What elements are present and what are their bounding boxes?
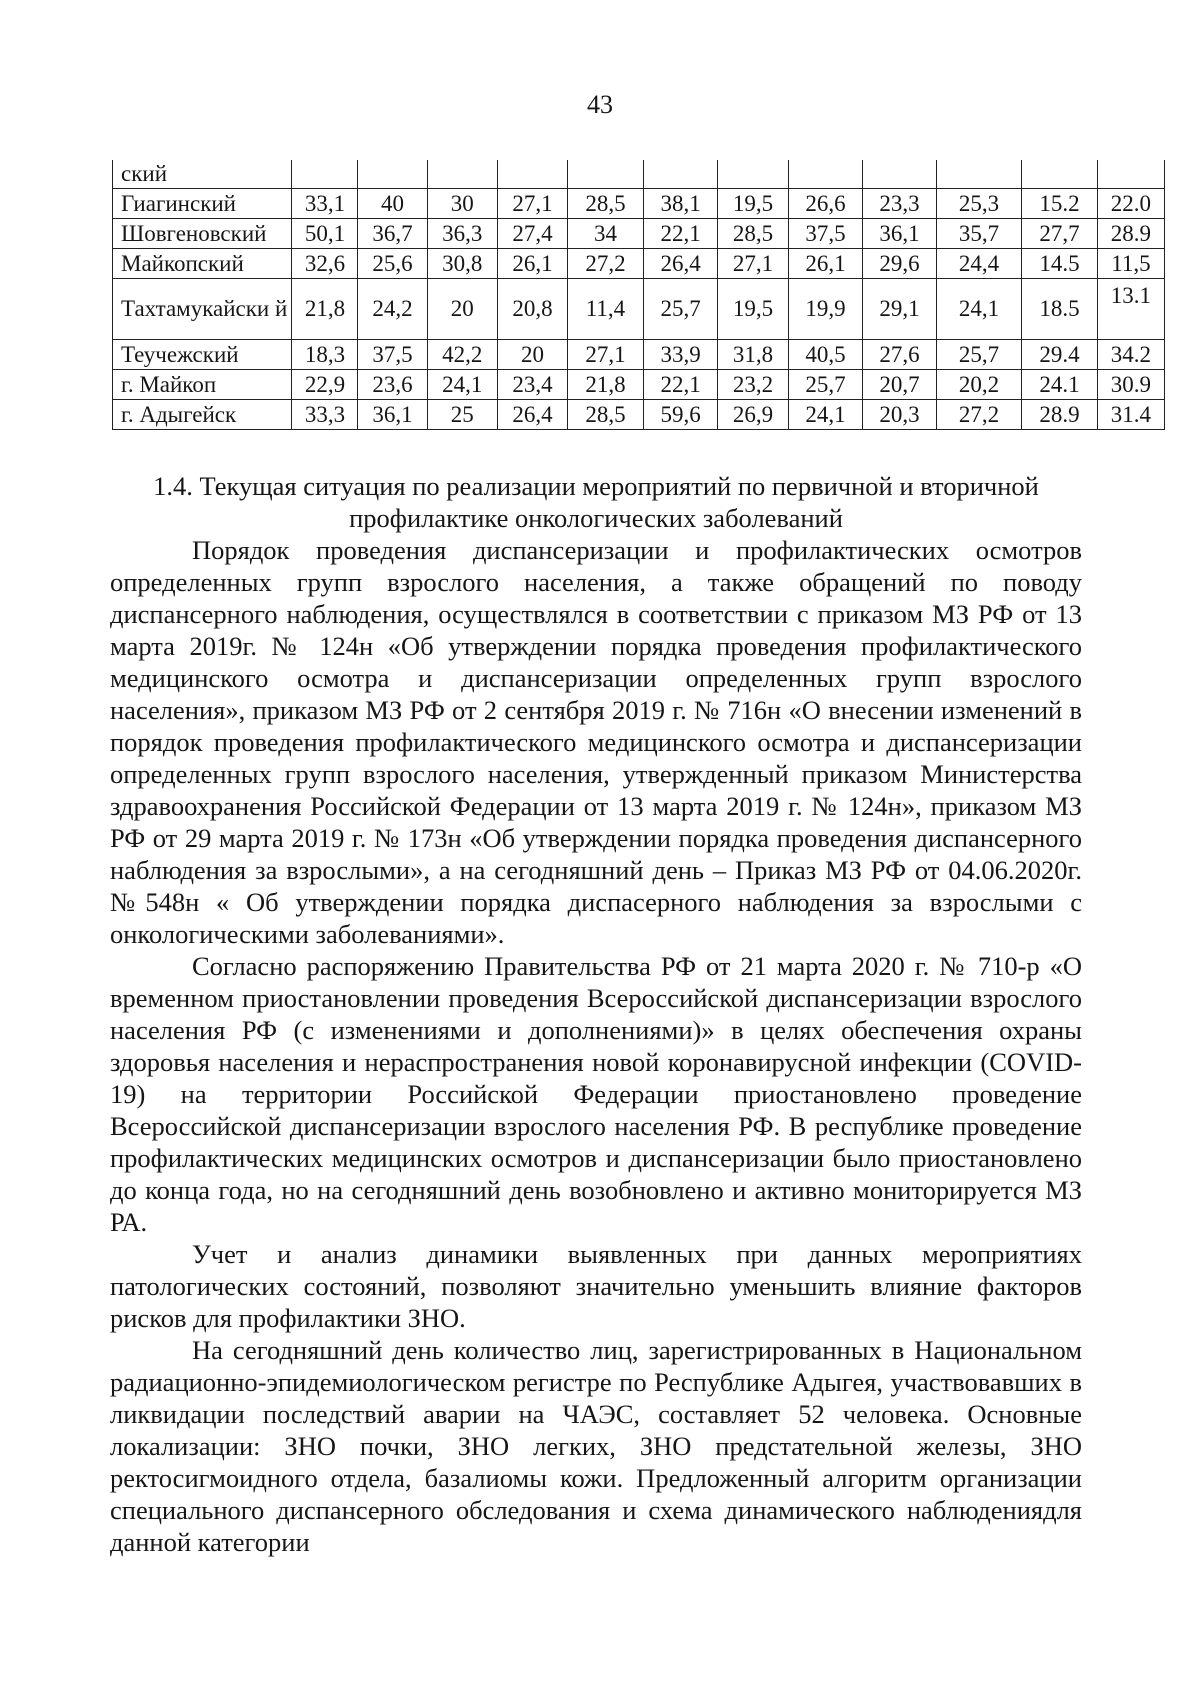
table-cell: 20,7 bbox=[863, 370, 937, 400]
table-cell: 36,1 bbox=[358, 400, 427, 430]
district-name: Майкопский bbox=[113, 249, 292, 279]
table-cell bbox=[568, 160, 644, 189]
table-cell: 13.1 bbox=[1097, 279, 1164, 340]
table-cell: 26,4 bbox=[643, 249, 718, 279]
table-row bbox=[113, 340, 1165, 370]
district-name: Тахтамукайски й bbox=[113, 279, 292, 340]
table-cell bbox=[788, 160, 863, 189]
table-cell: 27,2 bbox=[936, 400, 1021, 430]
table-cell: 28,5 bbox=[718, 219, 788, 249]
table-cell: 24.1 bbox=[1022, 370, 1098, 400]
table-cell bbox=[936, 160, 1021, 189]
page-number: 43 bbox=[587, 90, 613, 119]
table-cell: 29,1 bbox=[863, 279, 937, 340]
table-cell: 40 bbox=[358, 189, 427, 219]
table-cell: 24,4 bbox=[936, 249, 1021, 279]
table-cell: 27,7 bbox=[1022, 219, 1098, 249]
table-row bbox=[113, 219, 1165, 249]
table-cell: 29,6 bbox=[863, 249, 937, 279]
table-cell: 28.9 bbox=[1097, 219, 1164, 249]
table-cell: 37,5 bbox=[788, 219, 863, 249]
table-cell: 20 bbox=[427, 279, 497, 340]
district-name: г. Майкоп bbox=[113, 370, 292, 400]
paragraph-chernobyl-registry: На сегодняшний день количество лиц, зарегистрированных в Национальном радиационно-эпидемиологическом регистре по Республике Адыгея, участвовавших в ликвидации последствий аварии на ЧАЭС, составляет 52 человека. Основные локализации: ЗНО почки, ЗНО легких, ЗНО предстательной железы, ЗНО ректосигмоидного отдела, базалиомы кожи. Предложенный алгоритм организации специального диспансерного обследования и схема динамического наблюдениядля данной категории bbox=[110, 1335, 1082, 1557]
district-name: Теучежский bbox=[113, 340, 292, 370]
table-cell: 25,6 bbox=[358, 249, 427, 279]
table-cell: 31,8 bbox=[718, 340, 788, 370]
table-cell: 34 bbox=[568, 219, 644, 249]
section-heading bbox=[110, 470, 1082, 534]
table-cell: 31.4 bbox=[1097, 400, 1164, 430]
district-name: ский bbox=[113, 160, 292, 189]
section-1-4 bbox=[110, 470, 1082, 1558]
district-name: г. Адыгейск bbox=[113, 400, 292, 430]
table-cell: 35,7 bbox=[936, 219, 1021, 249]
table-cell: 42,2 bbox=[427, 340, 497, 370]
table-cell: 23,2 bbox=[718, 370, 788, 400]
table-cell: 23,3 bbox=[863, 189, 937, 219]
table-cell: 32,6 bbox=[292, 249, 358, 279]
table-cell: 20,8 bbox=[497, 279, 567, 340]
table-cell: 22,9 bbox=[292, 370, 358, 400]
table-cell: 29.4 bbox=[1022, 340, 1098, 370]
section-heading-line-2: профилактике онкологических заболеваний bbox=[349, 503, 843, 533]
table-cell: 24,1 bbox=[788, 400, 863, 430]
table-cell: 22,1 bbox=[643, 219, 718, 249]
district-name: Гиагинский bbox=[113, 189, 292, 219]
table-cell: 22,1 bbox=[643, 370, 718, 400]
table-cell: 11,5 bbox=[1097, 249, 1164, 279]
table-cell: 14.5 bbox=[1022, 249, 1098, 279]
table-cell: 24,1 bbox=[936, 279, 1021, 340]
table-cell bbox=[863, 160, 937, 189]
table-cell: 36,1 bbox=[863, 219, 937, 249]
table-cell: 33,9 bbox=[643, 340, 718, 370]
table-cell bbox=[718, 160, 788, 189]
table-cell: 36,7 bbox=[358, 219, 427, 249]
paragraph-risk-analysis: Учет и анализ динамики выявленных при данных мероприятиях патологических состояний, позволяют значительно уменьшить влияние факторов рисков для профилактики ЗНО. bbox=[110, 1239, 1082, 1333]
table-cell: 34.2 bbox=[1097, 340, 1164, 370]
table-cell: 24,1 bbox=[427, 370, 497, 400]
table-cell: 19,5 bbox=[718, 189, 788, 219]
table-cell bbox=[1022, 160, 1098, 189]
table-cell: 11,4 bbox=[568, 279, 644, 340]
paragraph-covid-suspension: Согласно распоряжению Правительства РФ от 21 марта 2020 г. № 710-р «О временном приостановлении проведения Всероссийской диспансеризации взрослого населения РФ (с изменениями и дополнениями)» в целях обеспечения охраны здоровья населения и нераспространения новой коронавирусной инфекции (COVID-19) на территории Российской Федерации приостановлено проведение Всероссийской диспансеризации взрослого населения РФ. В республике проведение профилактических медицинских осмотров и диспансеризации было приостановлено до конца года, но на сегодняшний день возобновлено и активно мониторируется МЗ РА. bbox=[110, 951, 1082, 1237]
table-cell bbox=[292, 160, 358, 189]
table-cell: 28,5 bbox=[568, 189, 644, 219]
table-cell: 21,8 bbox=[568, 370, 644, 400]
table-cell bbox=[497, 160, 567, 189]
table-row bbox=[113, 249, 1165, 279]
table-cell: 20,2 bbox=[936, 370, 1021, 400]
table-cell: 26,1 bbox=[788, 249, 863, 279]
table-row bbox=[113, 279, 1165, 340]
table-cell: 26,6 bbox=[788, 189, 863, 219]
table-cell: 15.2 bbox=[1022, 189, 1098, 219]
table-cell: 23,4 bbox=[497, 370, 567, 400]
table-cell: 19,9 bbox=[788, 279, 863, 340]
table-cell: 30 bbox=[427, 189, 497, 219]
table-cell: 33,3 bbox=[292, 400, 358, 430]
table-cell: 27,6 bbox=[863, 340, 937, 370]
table-cell: 25,7 bbox=[643, 279, 718, 340]
table-cell: 27,1 bbox=[497, 189, 567, 219]
table-cell: 27,1 bbox=[568, 340, 644, 370]
table-cell: 18.5 bbox=[1022, 279, 1098, 340]
table-cell: 19,5 bbox=[718, 279, 788, 340]
table-row bbox=[113, 160, 1165, 189]
paragraph-dispensary-order: Порядок проведения диспансеризации и профилактических осмотров определенных групп взрослого населения, а также обращений по поводу диспансерного наблюдения, осуществлялся в соответствии с приказом МЗ РФ от 13 марта 2019г. № 124н «Об утверждении порядка проведения профилактического медицинского осмотра и диспансеризации определенных групп взрослого населения», приказом МЗ РФ от 2 сентября 2019 г. № 716н «О внесении изменений в порядок проведения профилактического медицинского осмотра и диспансеризации определенных групп взрослого населения, утвержденный приказом Министерства здравоохранения Российской Федерации от 13 марта 2019 г. № 124н», приказом МЗ РФ от 29 марта 2019 г. № 173н «Об утверждении порядка проведения диспансерного наблюдения за взрослыми», а на сегодняшний день – Приказ МЗ РФ от 04.06.2020г. №548н « Об утверждении порядка диспасерного наблюдения за взрослыми с онкологическими заболеваниями». bbox=[110, 535, 1082, 949]
table-cell: 28,5 bbox=[568, 400, 644, 430]
table-cell: 33,1 bbox=[292, 189, 358, 219]
table-cell: 27,1 bbox=[718, 249, 788, 279]
table-cell: 25,7 bbox=[788, 370, 863, 400]
table-cell: 37,5 bbox=[358, 340, 427, 370]
table-cell: 20,3 bbox=[863, 400, 937, 430]
table-cell: 24,2 bbox=[358, 279, 427, 340]
table-cell bbox=[643, 160, 718, 189]
table-cell: 25,3 bbox=[936, 189, 1021, 219]
table-cell: 26,4 bbox=[497, 400, 567, 430]
table-cell: 38,1 bbox=[643, 189, 718, 219]
table-cell: 50,1 bbox=[292, 219, 358, 249]
district-name: Шовгеновский bbox=[113, 219, 292, 249]
table-cell bbox=[427, 160, 497, 189]
table-cell: 25 bbox=[427, 400, 497, 430]
table-row bbox=[113, 400, 1165, 430]
table-cell: 27,4 bbox=[497, 219, 567, 249]
table-cell: 28.9 bbox=[1022, 400, 1098, 430]
table-row bbox=[113, 189, 1165, 219]
table-cell: 26,9 bbox=[718, 400, 788, 430]
table-cell: 20 bbox=[497, 340, 567, 370]
table-cell: 36,3 bbox=[427, 219, 497, 249]
table-cell: 26,1 bbox=[497, 249, 567, 279]
section-heading-line-1: 1.4. Текущая ситуация по реализации мероприятий по первичной и вторичной bbox=[153, 471, 1039, 501]
table-cell bbox=[1097, 160, 1164, 189]
table-cell: 25,7 bbox=[936, 340, 1021, 370]
table-cell: 59,6 bbox=[643, 400, 718, 430]
table-cell: 40,5 bbox=[788, 340, 863, 370]
table-cell: 27,2 bbox=[568, 249, 644, 279]
table-cell: 30.9 bbox=[1097, 370, 1164, 400]
district-statistics-table bbox=[112, 160, 1165, 430]
table-row bbox=[113, 370, 1165, 400]
table-cell: 18,3 bbox=[292, 340, 358, 370]
table-cell: 21,8 bbox=[292, 279, 358, 340]
table-cell: 30,8 bbox=[427, 249, 497, 279]
table-cell bbox=[358, 160, 427, 189]
table-cell: 22.0 bbox=[1097, 189, 1164, 219]
table-cell: 23,6 bbox=[358, 370, 427, 400]
